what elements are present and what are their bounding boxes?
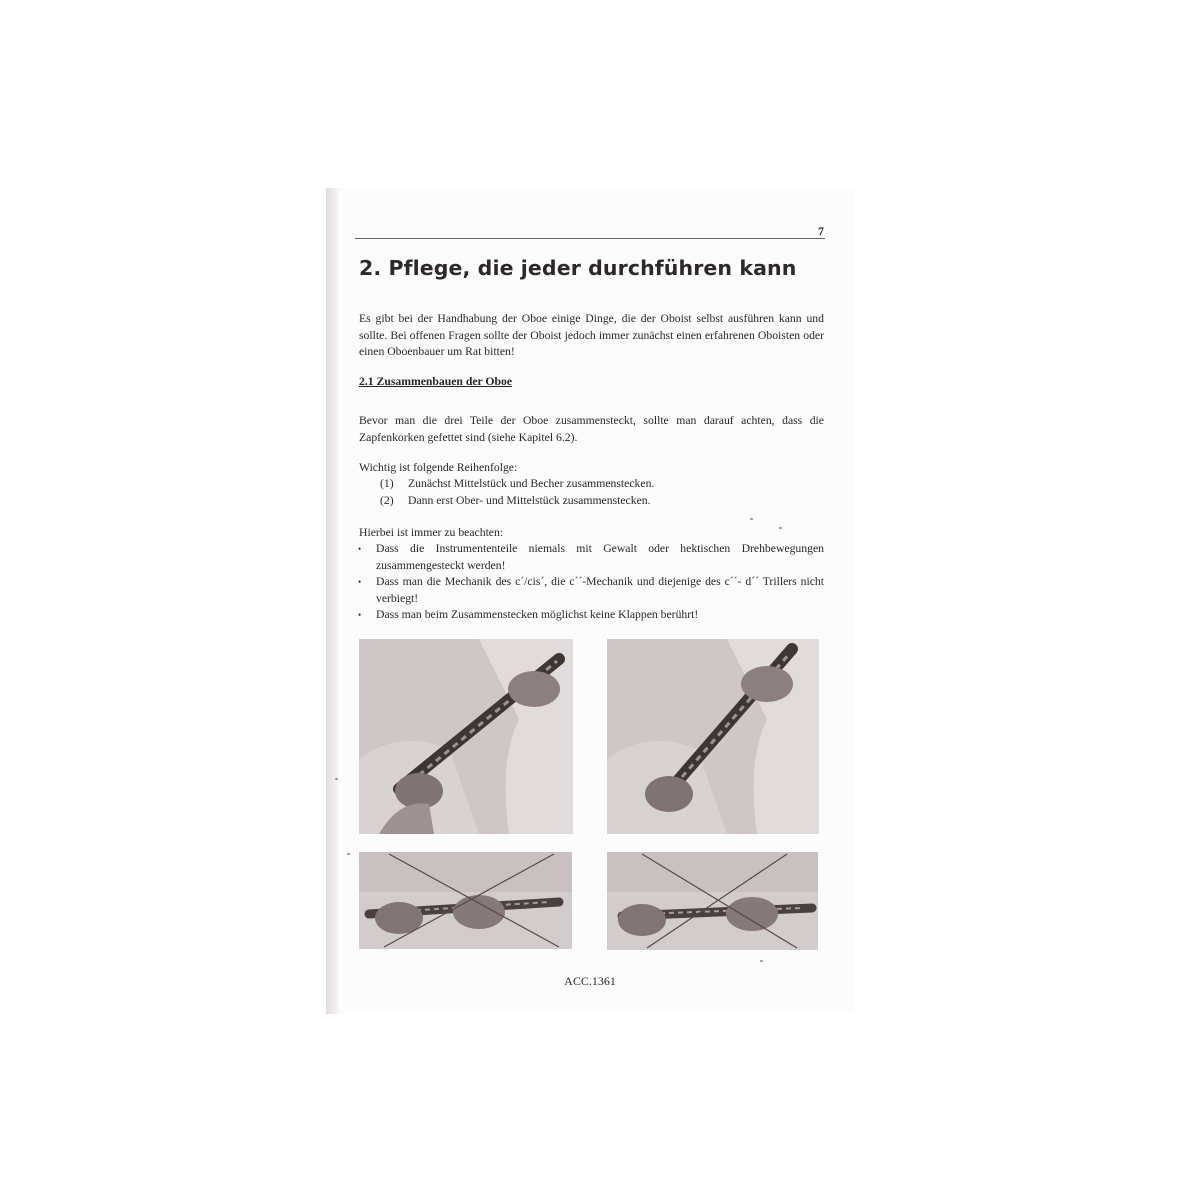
section-heading: 2.1 Zusammenbauen der Oboe	[359, 375, 513, 388]
note-item	[358, 607, 824, 624]
order-step-number: (1)	[380, 477, 394, 490]
paper-speck	[750, 518, 753, 520]
photo-illustration	[607, 852, 818, 950]
header-rule	[355, 238, 825, 239]
paper-speck	[760, 960, 763, 962]
photo-incorrect-assembly-1	[359, 852, 572, 949]
photo-correct-assembly-2	[607, 639, 819, 834]
photo-correct-assembly-1	[359, 639, 573, 834]
note-text: Dass die Instrumententeile niemals mit Gewalt oder hektischen Drehbewegungen zusammengesteckt werden!	[376, 542, 824, 572]
order-step	[380, 476, 820, 493]
order-step-number: (2)	[380, 493, 394, 507]
photo-illustration	[359, 852, 572, 949]
bullet-icon: •	[358, 544, 362, 554]
photo-incorrect-assembly-2	[607, 852, 818, 950]
note-text: Dass man die Mechanik des c´/cis´, die c´´-Mechanik und diejenige des c´´- d´´ Trillers nicht verbiegt!	[376, 575, 824, 605]
note-item	[358, 574, 824, 607]
order-step	[380, 493, 820, 510]
assembly-paragraph: Bevor man die drei Teile der Oboe zusammensteckt, sollte man darauf achten, dass die Zapfenkorken gefettet sind (siehe Kapitel 6.2).	[359, 414, 824, 444]
intro-paragraph: Es gibt bei der Handhabung der Oboe einige Dinge, die der Oboist selbst ausführen kann und sollte. Bei offenen Fragen sollte der Oboist jedoch immer zunächst einen erfahrenen Oboisten oder einen Oboenbauer um Rat bitten!	[359, 312, 824, 358]
order-step-text: Dann erst Ober- und Mittelstück zusammenstecken.	[408, 493, 651, 507]
notes-list	[358, 541, 824, 624]
bullet-icon: •	[358, 577, 362, 587]
paper-speck	[347, 853, 350, 855]
chapter-title: 2. Pflege, die jeder durchführen kann	[359, 256, 797, 280]
order-lead: Wichtig ist folgende Reihenfolge:	[359, 461, 518, 474]
page-binding-edge	[326, 188, 340, 1014]
order-step-text: Zunächst Mittelstück und Becher zusammenstecken.	[408, 477, 655, 490]
photo-illustration	[607, 639, 819, 834]
paper-speck	[335, 778, 338, 780]
paper-speck	[779, 527, 782, 529]
order-steps-list	[380, 476, 820, 509]
note-text: Dass man beim Zusammenstecken möglichst keine Klappen berührt!	[376, 608, 699, 621]
photo-illustration	[359, 639, 573, 834]
bullet-icon: •	[358, 610, 362, 620]
footer-catalog-code: ACC.1361	[564, 974, 616, 988]
page-number: 7	[818, 224, 824, 238]
note-item	[358, 541, 824, 574]
notes-lead: Hierbei ist immer zu beachten:	[359, 526, 504, 539]
